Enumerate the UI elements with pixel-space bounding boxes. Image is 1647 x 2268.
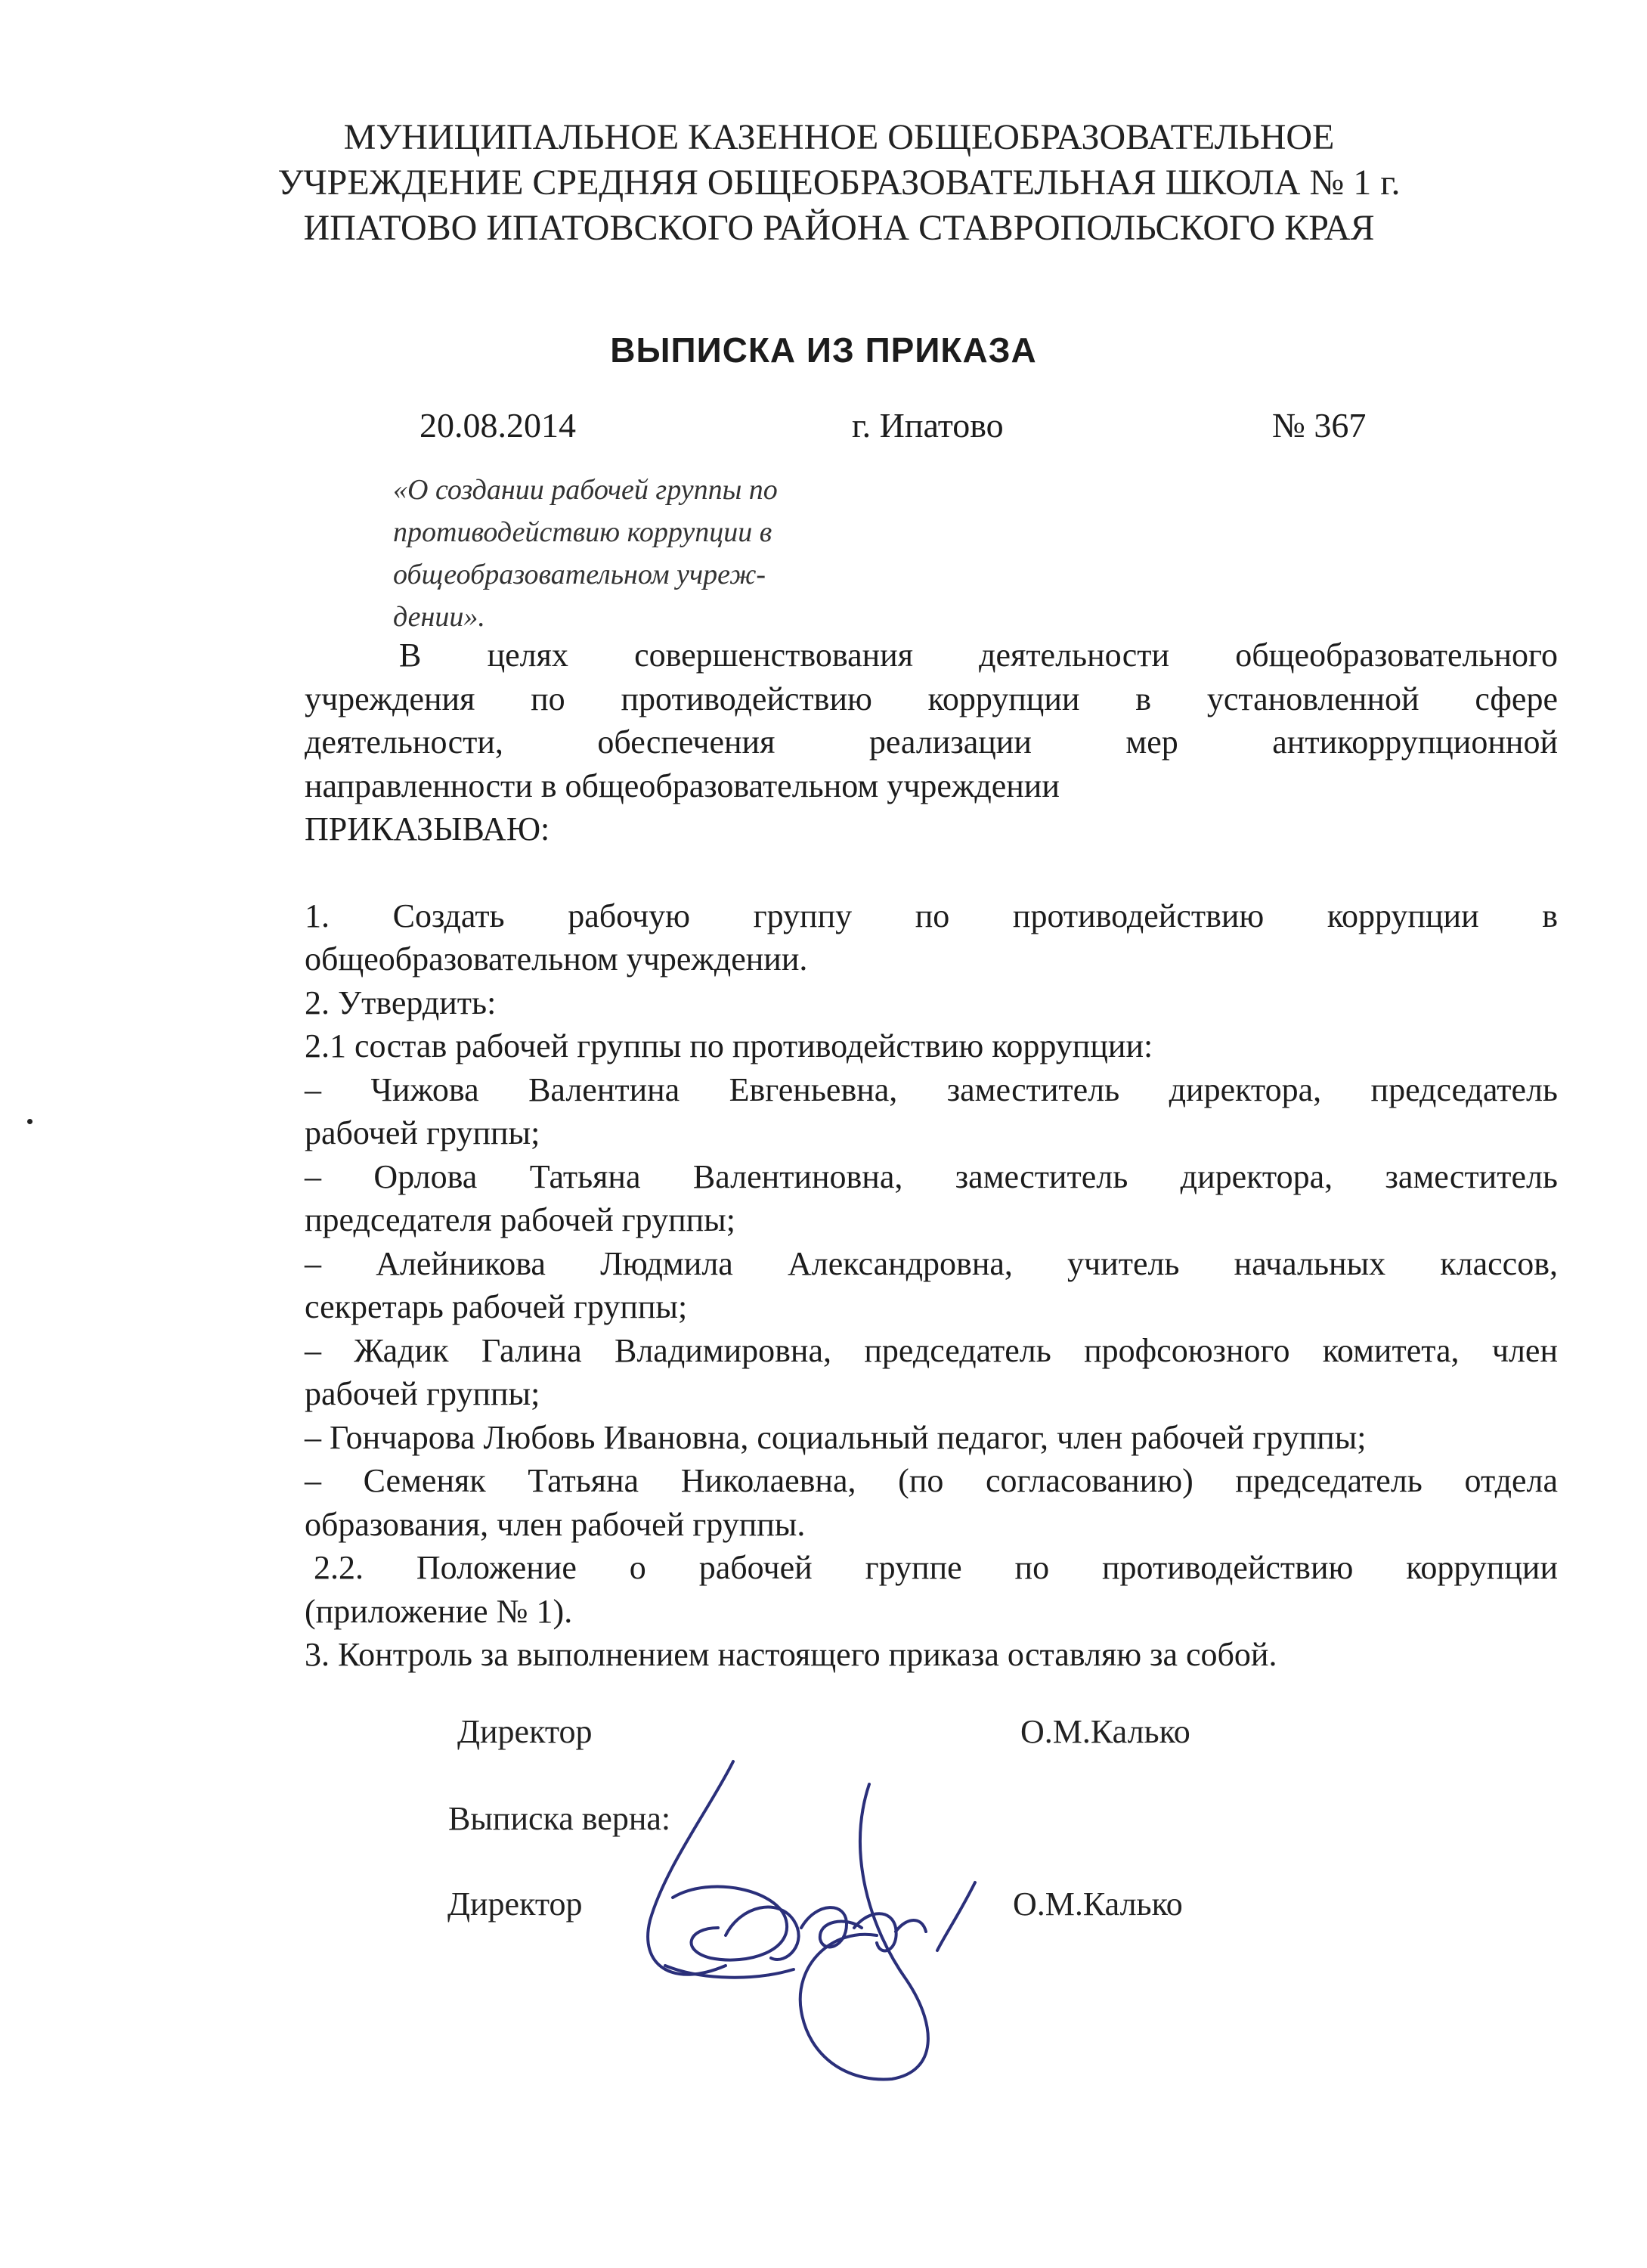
item-line: 2.1 состав рабочей группы по противодействию коррупции: bbox=[305, 1027, 1153, 1064]
paragraph-gap bbox=[305, 851, 1558, 894]
handwritten-signature bbox=[620, 1739, 1013, 2094]
certified-label: Выписка верна: bbox=[448, 1800, 671, 1837]
item-line: (приложение № 1). bbox=[305, 1592, 573, 1630]
org-line-2: УЧРЕЖДЕНИЕ СРЕДНЯЯ ОБЩЕОБРАЗОВАТЕЛЬНАЯ ШКОЛА № 1 г. bbox=[277, 163, 1401, 203]
item-line: образования, член рабочей группы. bbox=[305, 1505, 806, 1543]
director-label: Директор bbox=[447, 1885, 583, 1923]
subject-line: противодействию коррупции в bbox=[393, 516, 772, 548]
preamble-line: направленности в общеобразовательном учреждении bbox=[305, 767, 1060, 804]
item-line: председателя рабочей группы; bbox=[305, 1201, 735, 1238]
item-line: – Чижова Валентина Евгеньевна, заместитель директора, председатель bbox=[305, 1070, 1558, 1108]
item-line: – Семеняк Татьяна Николаевна, (по согласованию) председатель отдела bbox=[305, 1462, 1558, 1499]
subject-line: общеобразовательном учреж- bbox=[393, 559, 766, 590]
preamble-line: В целях совершенствования деятельности общеобразовательного bbox=[399, 637, 1558, 674]
item-line: 2. Утвердить: bbox=[305, 984, 497, 1021]
director-name: О.М.Калько bbox=[1013, 1885, 1183, 1923]
order-city: г. Ипатово bbox=[852, 406, 1004, 445]
item-line: – Орлова Татьяна Валентиновна, заместитель директора, заместитель bbox=[305, 1157, 1558, 1195]
org-line-1: МУНИЦИПАЛЬНОЕ КАЗЕННОЕ ОБЩЕОБРАЗОВАТЕЛЬНОЕ bbox=[343, 117, 1335, 157]
item-line: секретарь рабочей группы; bbox=[305, 1288, 688, 1325]
document-title: ВЫПИСКА ИЗ ПРИКАЗА bbox=[610, 330, 1037, 370]
order-body bbox=[305, 634, 1558, 1677]
order-date: 20.08.2014 bbox=[419, 406, 576, 445]
director-name: О.М.Калько bbox=[1020, 1713, 1190, 1750]
preamble-line: учреждения по противодействию коррупции в установленной сфере bbox=[305, 680, 1558, 717]
item-line: рабочей группы; bbox=[305, 1114, 540, 1151]
director-label: Директор bbox=[457, 1713, 593, 1750]
item-line: 2.2. Положение о рабочей группе по противодействию коррупции bbox=[314, 1549, 1558, 1586]
item-line: рабочей группы; bbox=[305, 1375, 540, 1412]
subject-line: дении». bbox=[393, 601, 485, 633]
item-line: 3. Контроль за выполнением настоящего приказа оставляю за собой. bbox=[305, 1636, 1277, 1673]
item-line: общеобразовательном учреждении. bbox=[305, 940, 808, 978]
item-line: – Гончарова Любовь Ивановна, социальный педагог, член рабочей группы; bbox=[305, 1418, 1367, 1456]
item-line: – Жадик Галина Владимировна, председатель профсоюзного комитета, член bbox=[305, 1331, 1558, 1369]
org-line-3: ИПАТОВО ИПАТОВСКОГО РАЙОНА СТАВРОПОЛЬСКОГО КРАЯ bbox=[303, 208, 1375, 248]
preamble-line: деятельности, обеспечения реализации мер антикоррупционной bbox=[305, 723, 1558, 761]
scan-artifact-dot bbox=[27, 1119, 33, 1124]
organization-header bbox=[272, 115, 1406, 251]
order-word: ПРИКАЗЫВАЮ: bbox=[305, 810, 550, 847]
subject-line: «О создании рабочей группы по bbox=[393, 474, 778, 506]
order-number: № 367 bbox=[1272, 406, 1367, 445]
item-line: – Алейникова Людмила Александровна, учитель начальных классов, bbox=[305, 1244, 1558, 1282]
item-line: 1. Создать рабочую группу по противодействию коррупции в bbox=[305, 897, 1558, 934]
order-subject bbox=[393, 469, 862, 638]
